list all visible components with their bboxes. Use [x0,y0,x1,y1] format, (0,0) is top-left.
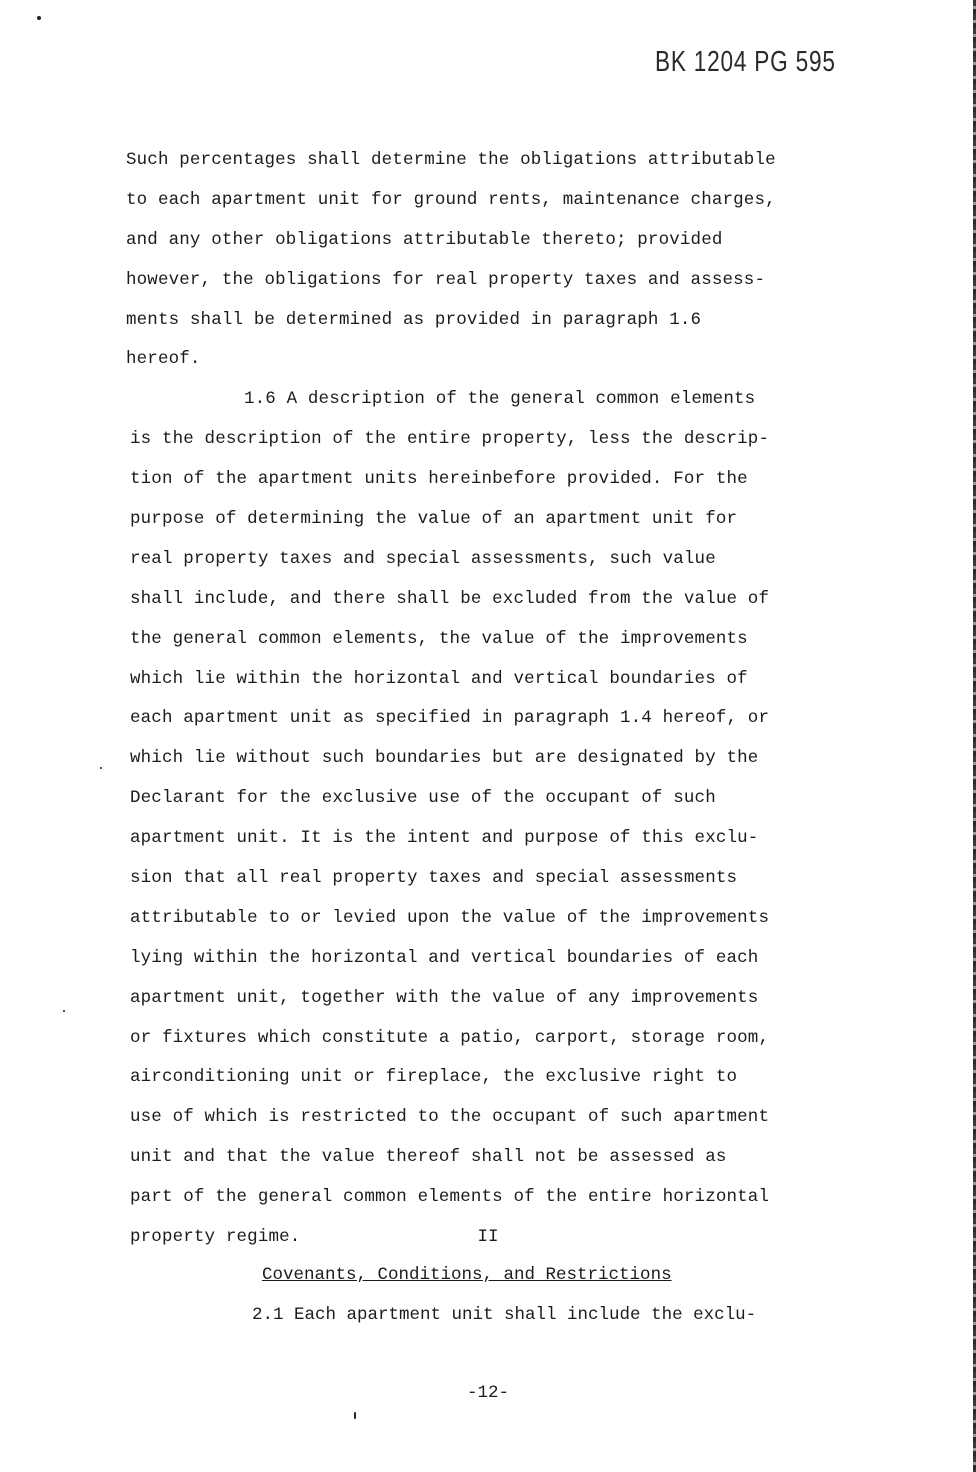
scan-speck [63,1010,65,1012]
text-line: is the description of the entire property, less the descrip- [130,429,770,450]
text-line: attributable to or levied upon the value of the improvements [130,907,770,928]
text-line: tion of the apartment units hereinbefore provided. For the [130,469,748,490]
text-line: to each apartment unit for ground rents, maintenance charges, [126,189,776,210]
text-line: unit and that the value thereof shall not be assessed as [130,1147,727,1168]
book-page-reference: BK 1204 PG 595 [655,46,836,78]
scan-speck [354,1412,356,1419]
scan-speck [100,767,102,769]
section-title: Covenants, Conditions, and Restrictions [262,1265,672,1285]
body-text [126,141,866,1258]
text-line: and any other obligations attributable thereto; provided [126,229,723,250]
text-line: use of which is restricted to the occupant of such apartment [130,1107,770,1128]
text-line: airconditioning unit or fireplace, the exclusive right to [130,1067,738,1088]
text-line: which lie within the horizontal and vertical boundaries of [130,668,748,689]
text-line: which lie without such boundaries but are designated by the [130,748,759,769]
text-line: Declarant for the exclusive use of the occupant of such [130,788,716,809]
text-line: sion that all real property taxes and special assessments [130,868,738,889]
text-line: ments shall be determined as provided in paragraph 1.6 [126,309,702,330]
text-line: shall include, and there shall be excluded from the value of [130,588,770,609]
page-number: -12- [466,1383,509,1403]
text-line: apartment unit. It is the intent and purpose of this exclu- [130,828,759,849]
text-line: the general common elements, the value of the improvements [130,628,748,649]
paragraph-1-6-start: 1.6 A description of the general common elements [244,389,756,410]
scan-speck [37,16,41,20]
text-line: lying within the horizontal and vertical boundaries of each [130,947,759,968]
text-line: or fixtures which constitute a patio, carport, storage room, [130,1027,770,1048]
text-line: each apartment unit as specified in paragraph 1.4 hereof, or [130,708,770,729]
section-number: II [477,1227,499,1247]
paragraph-2-1-start: 2.1 Each apartment unit shall include the exclu- [252,1305,757,1325]
text-line: property regime. [130,1227,301,1248]
text-line: Such percentages shall determine the obligations attributable [126,150,776,170]
text-line: part of the general common elements of the entire horizontal [130,1187,770,1208]
text-line: purpose of determining the value of an apartment unit for [130,509,738,530]
text-line: however, the obligations for real property taxes and assess- [126,269,766,290]
text-line: real property taxes and special assessments, such value [130,548,716,569]
text-line: apartment unit, together with the value of any improvements [130,987,759,1008]
text-line: hereof. [126,349,201,370]
